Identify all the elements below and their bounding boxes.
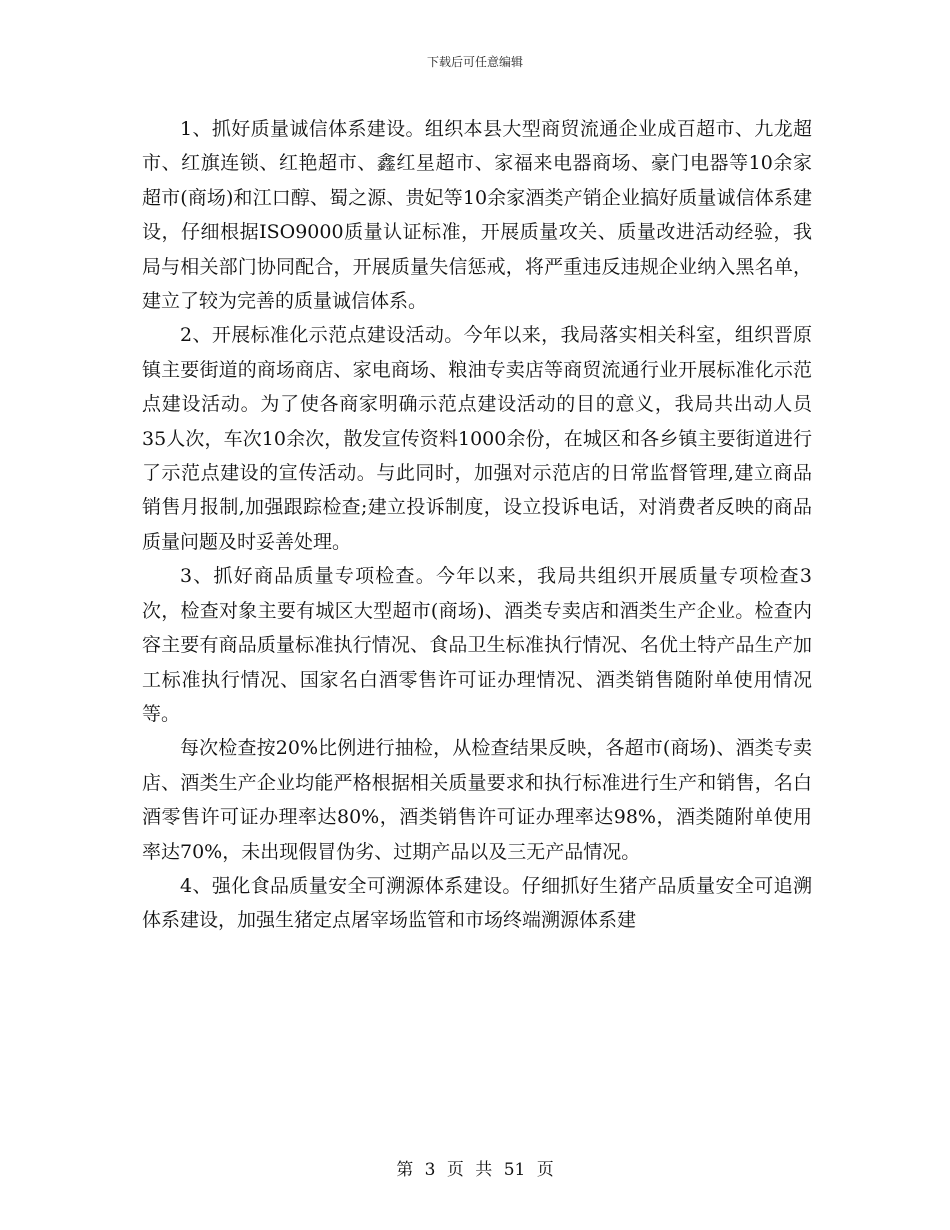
document-body: [142, 112, 812, 938]
page-number: 第 3 页 共 51 页: [396, 1160, 554, 1180]
paragraph-5: 4、强化食品质量安全可溯源体系建设。仔细抓好生猪产品质量安全可追溯体系建设，加强生猪定点屠宰场监管和市场终端溯源体系建: [142, 874, 812, 932]
paragraph-1: 1、抓好质量诚信体系建设。组织本县大型商贸流通企业成百超市、九龙超市、红旗连锁、红艳超市、鑫红星超市、家福来电器商场、豪门电器等10余家超市(商场)和江口醇、蜀之源、贵妃等10余家酒类产销企业搞好质量诚信体系建设，仔细根据ISO9000质量认证标准，开展质量攻关、质量改进活动经验，我局与相关部门协同配合，开展质量失信惩戒，将严重违反违规企业纳入黑名单，建立了较为完善的质量诚信体系。: [142, 118, 812, 313]
paragraph-2: 2、开展标准化示范点建设活动。今年以来，我局落实相关科室，组织晋原镇主要街道的商场商店、家电商场、粮油专卖店等商贸流通行业开展标准化示范点建设活动。为了使各商家明确示范点建设活动的目的意义，我局共出动人员35人次，车次10余次，散发宣传资料1000余份，在城区和各乡镇主要街道进行了示范点建设的宣传活动。与此同时，加强对示范店的日常监督管理,建立商品销售月报制,加强跟踪检查;建立投诉制度，设立投诉电话，对消费者反映的商品质量问题及时妥善处理。: [142, 324, 812, 553]
paragraph-4: 每次检查按20%比例进行抽检，从检查结果反映，各超市(商场)、酒类专卖店、酒类生产企业均能严格根据相关质量要求和执行标准进行生产和销售，名白酒零售许可证办理率达80%，酒类销售许可证办理率达98%，酒类随附单使用率达70%，未出现假冒伪劣、过期产品以及三无产品情况。: [142, 737, 812, 863]
page-header-note: 下载后可任意编辑: [426, 55, 523, 69]
paragraph-3: 3、抓好商品质量专项检查。今年以来，我局共组织开展质量专项检查3次，检查对象主要有城区大型超市(商场)、酒类专卖店和酒类生产企业。检查内容主要有商品质量标准执行情况、食品卫生标准执行情况、名优土特产品生产加工标准执行情况、国家名白酒零售许可证办理情况、酒类销售随附单使用情况等。: [142, 565, 812, 725]
